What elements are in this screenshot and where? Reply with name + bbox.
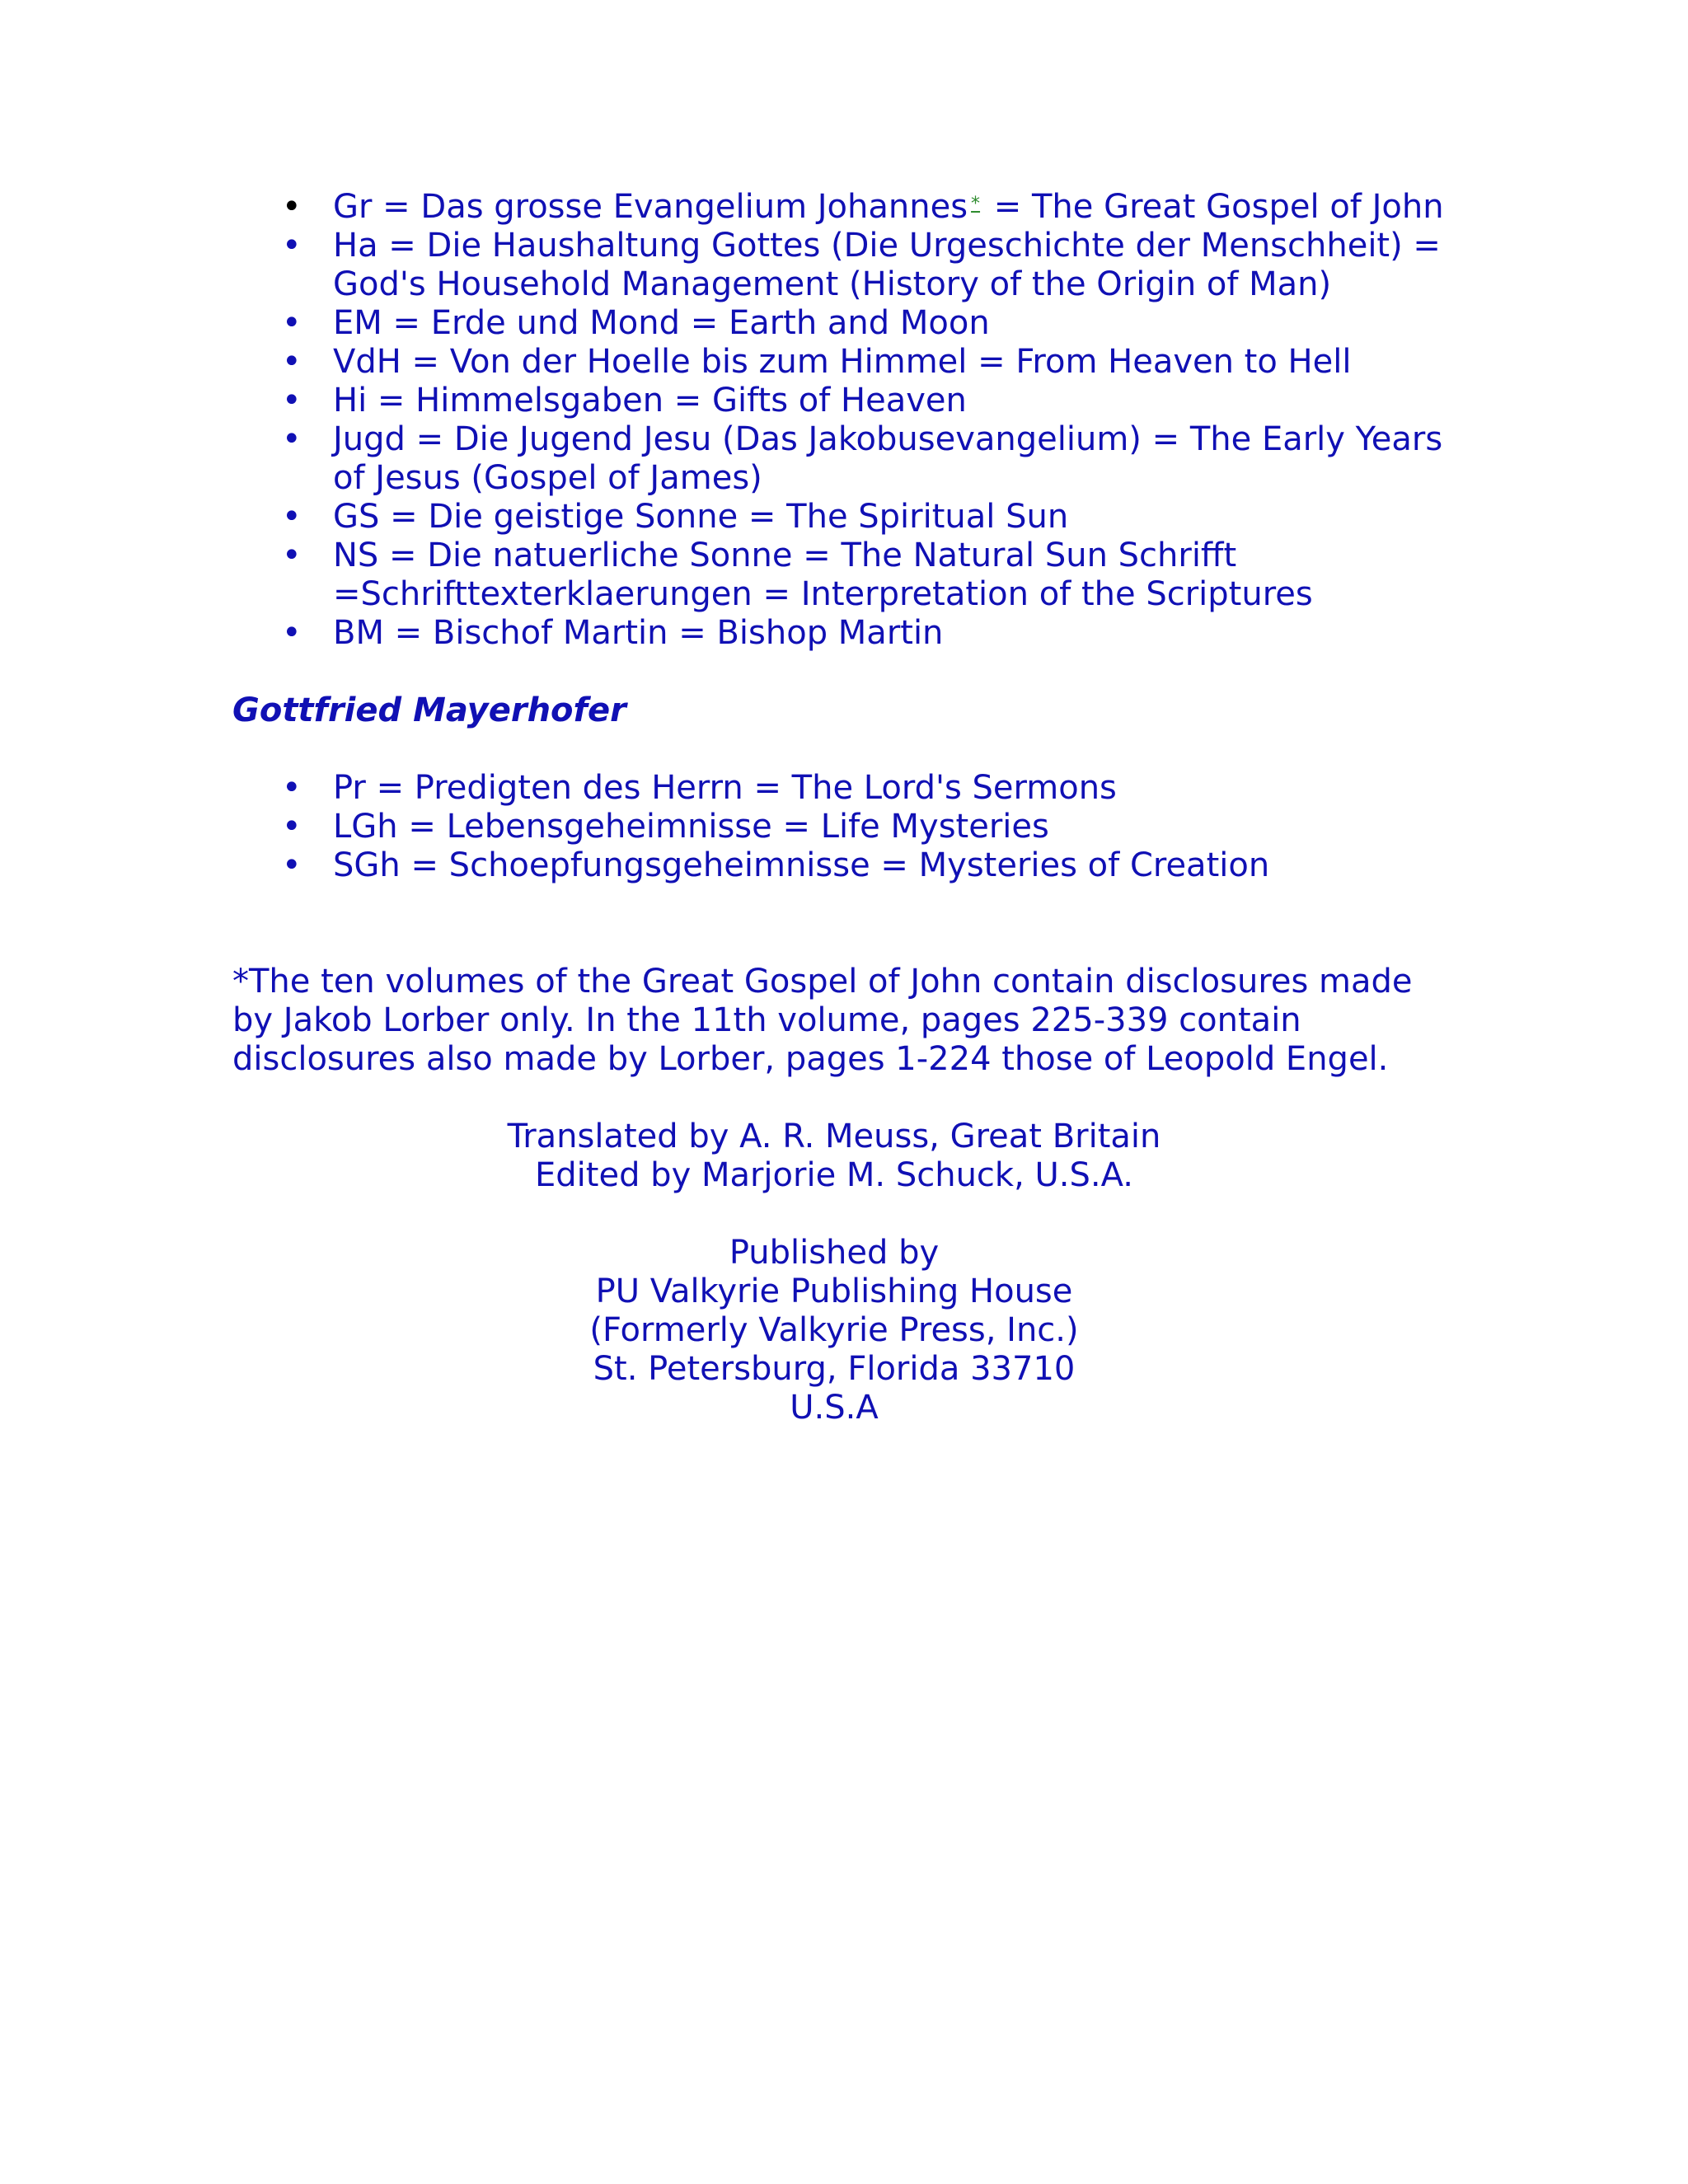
- bullet-icon: •: [282, 420, 302, 458]
- editor-line: Edited by Marjorie M. Schuck, U.S.A.: [535, 1156, 1133, 1194]
- document-page: [232, 188, 1452, 1427]
- bullet-icon: •: [282, 614, 302, 652]
- list-item: [232, 498, 1452, 537]
- bullet-icon: •: [282, 808, 302, 846]
- list-item-text: Ha = Die Haushaltung Gottes (Die Urgeschichte der Menschheit) = God's Household Management (History of the Origin of Man): [333, 227, 1441, 303]
- list-item-text: Gr = Das grosse Evangelium Johannes: [333, 188, 968, 226]
- translator-line: Translated by A. R. Meuss, Great Britain: [507, 1118, 1161, 1155]
- bullet-icon: •: [282, 188, 302, 226]
- list-item-text-cont: = The Great Gospel of John: [983, 188, 1444, 226]
- list-item: [232, 304, 1452, 343]
- list-item: [232, 808, 1452, 846]
- list-item: [232, 382, 1452, 420]
- list-item: [232, 227, 1452, 304]
- list-item: [232, 537, 1452, 614]
- lorber-works-list: [232, 188, 1452, 653]
- list-item-text: SGh = Schoepfungsgeheimnisse = Mysteries of Creation: [333, 846, 1270, 884]
- list-item-text: EM = Erde und Mond = Earth and Moon: [333, 304, 990, 342]
- bullet-icon: •: [282, 382, 302, 419]
- list-item-text: VdH = Von der Hoelle bis zum Himmel = From Heaven to Hell: [333, 343, 1352, 381]
- bullet-icon: •: [282, 304, 302, 342]
- credits-block: [232, 1118, 1436, 1427]
- bullet-icon: •: [282, 227, 302, 265]
- bullet-icon: •: [282, 846, 302, 884]
- published-by-line: Published by: [729, 1234, 940, 1272]
- publisher-country: U.S.A: [790, 1389, 879, 1427]
- bullet-icon: •: [282, 498, 302, 536]
- list-item-text: NS = Die natuerliche Sonne = The Natural Sun Schrifft =Schrifttexterklaerungen = Interpretation of the Scriptures: [333, 537, 1313, 613]
- list-item-text: Pr = Predigten des Herrn = The Lord's Sermons: [333, 769, 1117, 807]
- list-item: [232, 420, 1452, 498]
- bullet-icon: •: [282, 343, 302, 381]
- list-item-text: BM = Bischof Martin = Bishop Martin: [333, 614, 944, 652]
- list-item-text: GS = Die geistige Sonne = The Spiritual Sun: [333, 498, 1069, 536]
- footnote-paragraph: *The ten volumes of the Great Gospel of John contain disclosures made by Jakob Lorber only. In the 11th volume, pages 225-339 contain disclosures also made by Lorber, pages 1-224 those of Leopold Engel.: [232, 963, 1413, 1078]
- footnote-link[interactable]: *: [971, 194, 981, 214]
- publisher-city: St. Petersburg, Florida 33710: [593, 1350, 1076, 1388]
- publisher-former-name: (Formerly Valkyrie Press, Inc.): [589, 1311, 1079, 1349]
- list-item-text: Jugd = Die Jugend Jesu (Das Jakobusevangelium) = The Early Years of Jesus (Gospel of James): [333, 420, 1443, 497]
- list-item: [232, 769, 1452, 808]
- list-item-text: Hi = Himmelsgaben = Gifts of Heaven: [333, 382, 967, 419]
- spacer: [232, 1195, 1436, 1234]
- list-item: [232, 188, 1452, 227]
- mayerhofer-works-list: [232, 769, 1452, 885]
- list-item: [232, 614, 1452, 653]
- bullet-icon: •: [282, 769, 302, 807]
- bullet-icon: •: [282, 537, 302, 574]
- list-item: [232, 846, 1452, 885]
- publisher-name: PU Valkyrie Publishing House: [595, 1272, 1073, 1310]
- list-item: [232, 343, 1452, 382]
- list-item-text: LGh = Lebensgeheimnisse = Life Mysteries: [333, 808, 1049, 846]
- author-heading: Gottfried Mayerhofer: [232, 691, 626, 729]
